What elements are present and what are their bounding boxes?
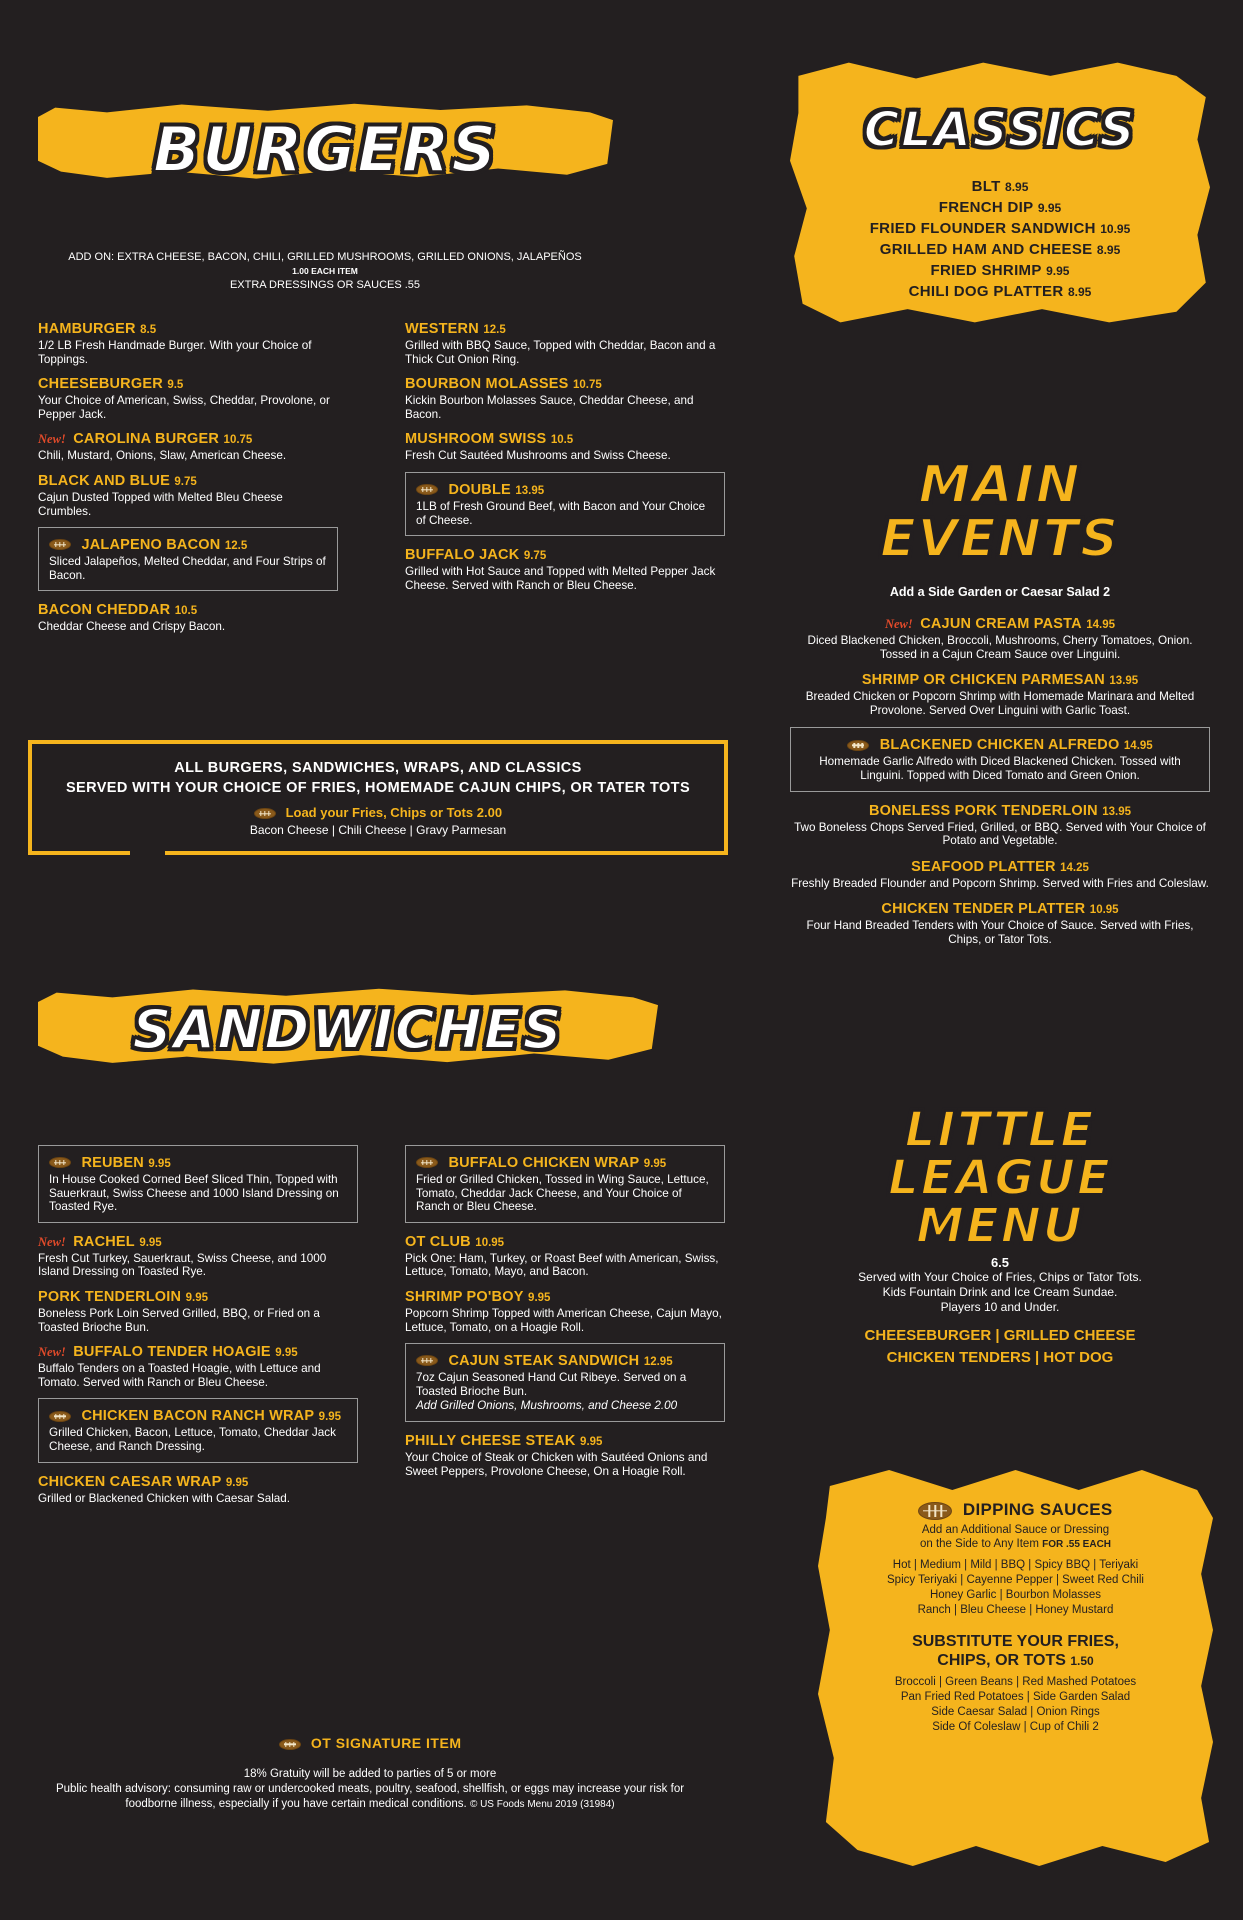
item-price: 10.95: [475, 1236, 505, 1249]
dipping-sub-1: Add an Additional Sauce or Dressing: [921, 1524, 1110, 1536]
item-name: REUBEN: [81, 1155, 144, 1171]
little-league-price: 6.5: [990, 1255, 1010, 1270]
new-label: New!: [38, 1234, 66, 1249]
item-name: CHEESEBURGER: [38, 376, 163, 393]
menu-item: [790, 802, 1210, 848]
load-fries-label: Load your Fries, Chips or Tots: [285, 805, 474, 820]
item-desc: Popcorn Shrimp Topped with American Cheese, Cajun Mayo, Lettuce, Tomato, on a Hoagie Roll.: [405, 1306, 722, 1334]
item-price: 10.5: [550, 434, 574, 447]
item-desc: Cajun Dusted Topped with Melted Bleu Cheese Crumbles.: [38, 490, 283, 518]
item-price: 14.95: [1123, 740, 1153, 753]
item-name: DOUBLE: [448, 481, 511, 498]
item-price: 14.25: [1060, 861, 1089, 874]
item-price: 10.95: [1100, 222, 1131, 236]
item-price: 9.95: [1037, 201, 1062, 215]
item-desc: Breaded Chicken or Popcorn Shrimp with Homemade Marinara and Melted Provolone. Served Over Linguini with Garlic Toast.: [805, 690, 1195, 717]
item-name: BOURBON MOLASSES: [405, 376, 569, 393]
served-with-box: [28, 740, 728, 855]
item-price: 9.95: [148, 1158, 171, 1170]
classics-item: [790, 199, 1210, 217]
item-name: BUFFALO TENDER HOAGIE: [73, 1344, 271, 1361]
item-desc: Grilled or Blackened Chicken with Caesar Salad.: [38, 1491, 291, 1505]
item-price: 8.95: [1005, 180, 1029, 194]
item-desc: Boneless Pork Loin Served Grilled, BBQ, or Fried on a Toasted Brioche Bun.: [38, 1306, 320, 1334]
football-icon: [416, 1355, 438, 1366]
menu-item: [405, 546, 725, 592]
item-price: 9.5: [167, 379, 184, 392]
classics-item: [790, 283, 1210, 301]
football-icon: [416, 1157, 438, 1168]
substitute-row: Side Of Coleslaw | Cup of Chili 2: [932, 1721, 1099, 1733]
dipping-title-row: [818, 1500, 1213, 1520]
item-desc: Homemade Garlic Alfredo with Diced Blackened Chicken. Tossed with Linguini. Topped with Diced Tomato and Green Onion.: [819, 755, 1181, 782]
item-desc: Grilled with Hot Sauce and Topped with Melted Pepper Jack Cheese. Served with Ranch or Bleu Cheese.: [405, 565, 716, 592]
item-price: 12.95: [643, 1356, 673, 1369]
signature-item-label: OT SIGNATURE ITEM: [310, 1735, 462, 1751]
item-desc: Buffalo Tenders on a Toasted Hoagie, with Lettuce and Tomato. Served with Ranch or Bleu Cheese.: [38, 1362, 321, 1389]
item-price: 10.75: [223, 434, 253, 447]
item-desc: Four Hand Breaded Tenders with Your Choice of Sauce. Served with Fries, Chips, or Tator Tots.: [806, 919, 1194, 946]
menu-item-signature: [790, 727, 1210, 791]
item-name: BLACK AND BLUE: [38, 472, 170, 489]
dipping-sauces-content: [818, 1500, 1213, 1735]
menu-item-signature: [38, 1145, 358, 1223]
item-price: 9.95: [139, 1236, 162, 1249]
menu-item-signature: [38, 527, 338, 591]
substitute-title-line2-row: [818, 1651, 1213, 1671]
little-league-desc-3: Players 10 and Under.: [940, 1300, 1060, 1314]
item-desc: Cheddar Cheese and Crispy Bacon.: [38, 620, 226, 634]
item-name: JALAPENO BACON: [81, 537, 221, 554]
dipping-title: DIPPING SAUCES: [962, 1500, 1113, 1519]
item-price: 10.5: [174, 605, 198, 618]
menu-item: [38, 1473, 358, 1506]
menu-item: [405, 375, 725, 421]
substitute-price: 1.50: [1070, 1654, 1094, 1668]
sandwiches-column-1: [38, 1145, 358, 1514]
substitute-title-line2: CHIPS, OR TOTS: [937, 1652, 1066, 1669]
item-price: 10.75: [572, 379, 602, 392]
item-name: CHICKEN TENDER PLATTER: [881, 901, 1086, 918]
item-price: 9.95: [225, 1476, 249, 1489]
menu-item: [790, 615, 1210, 661]
dipping-sauce-row: Ranch | Bleu Cheese | Honey Mustard: [917, 1604, 1114, 1616]
footer: [40, 1735, 700, 1812]
menu-item: [38, 430, 338, 463]
burgers-addon-note: [60, 250, 590, 292]
item-price: 13.95: [1102, 805, 1131, 818]
menu-item: [38, 601, 338, 634]
item-name: SHRIMP PO'BOY: [405, 1288, 524, 1305]
little-league-desc-2: Kids Fountain Drink and Ice Cream Sundae.: [882, 1285, 1118, 1299]
item-name: OT CLUB: [405, 1233, 471, 1250]
served-line-2: SERVED WITH YOUR CHOICE OF FRIES, HOMEMADE CAJUN CHIPS, OR TATER TOTS: [65, 780, 691, 796]
football-icon: [49, 1411, 71, 1422]
little-league-title-line2: LEAGUE: [888, 1150, 1112, 1206]
item-desc: Sliced Jalapeños, Melted Cheddar, and Four Strips of Bacon.: [49, 555, 326, 582]
item-price: 14.95: [1086, 619, 1116, 631]
little-league-title: [790, 1102, 1210, 1254]
item-name: PORK TENDERLOIN: [38, 1288, 182, 1305]
dipping-sauce-list: [818, 1558, 1213, 1618]
box-notch: [130, 851, 165, 859]
item-desc: Your Choice of Steak or Chicken with Sautéed Onions and Sweet Peppers, Provolone Cheese, On a Hoagie Roll.: [405, 1450, 708, 1478]
football-icon: [918, 1502, 952, 1520]
little-league-items-line2: CHICKEN TENDERS | HOT DOG: [886, 1349, 1114, 1366]
item-name: SHRIMP OR CHICKEN PARMESAN: [861, 672, 1105, 689]
item-desc: Grilled Chicken, Bacon, Lettuce, Tomato, Cheddar Jack Cheese, and Ranch Dressing.: [49, 1426, 336, 1453]
substitute-title: [818, 1632, 1213, 1671]
item-name: CAJUN STEAK SANDWICH: [448, 1353, 640, 1370]
load-fries-line: [32, 805, 724, 820]
item-name: PHILLY CHEESE STEAK: [405, 1432, 576, 1449]
item-price: 9.75: [174, 475, 197, 488]
item-desc: Two Boneless Chops Served Fried, Grilled, or BBQ. Served with Your Choice of Potato and Vegetable.: [794, 820, 1206, 848]
item-price: 8.5: [140, 324, 157, 336]
item-price: 13.95: [515, 484, 545, 497]
dipping-sub-2: on the Side to Any Item: [919, 1538, 1039, 1550]
item-name: FRIED SHRIMP: [930, 262, 1042, 279]
item-name: CHILI DOG PLATTER: [908, 283, 1064, 300]
item-name: FRENCH DIP: [938, 199, 1034, 216]
item-price: 12.5: [483, 324, 506, 336]
burgers-title: BURGERS: [153, 113, 498, 186]
menu-item-signature: [405, 1145, 725, 1223]
item-desc: Pick One: Ham, Turkey, or Roast Beef with American, Swiss, Lettuce, Tomato, Mayo, and Bacon.: [405, 1251, 719, 1279]
item-name: BUFFALO JACK: [405, 547, 520, 564]
menu-item: [405, 320, 725, 366]
item-name: GRILLED HAM AND CHEESE: [879, 241, 1093, 258]
item-name: MUSHROOM SWISS: [405, 431, 547, 448]
substitute-row: Broccoli | Green Beans | Red Mashed Potatoes: [894, 1676, 1137, 1688]
dipping-sauce-row: Spicy Teriyaki | Cayenne Pepper | Sweet Red Chili: [887, 1574, 1144, 1586]
menu-item: [38, 1343, 358, 1389]
burgers-addon-line1: ADD ON: EXTRA CHEESE, BACON, CHILI, GRILLED MUSHROOMS, GRILLED ONIONS, JALAPEÑOS: [68, 251, 582, 263]
football-icon: [279, 1739, 301, 1750]
item-desc: Diced Blackened Chicken, Broccoli, Mushrooms, Cherry Tomatoes, Onion. Tossed in a Cajun Cream Sauce over Linguini.: [807, 634, 1193, 661]
classics-item: [790, 220, 1210, 238]
item-desc: In House Cooked Corned Beef Sliced Thin, Topped with Sauerkraut, Swiss Cheese and 1000 Island Dressing on Toasted Rye.: [49, 1173, 339, 1214]
item-name: BLT: [971, 178, 1001, 195]
menu-item: [38, 1233, 358, 1279]
item-name: BLACKENED CHICKEN ALFREDO: [879, 737, 1120, 754]
gratuity-note: 18% Gratuity will be added to parties of 5 or more: [243, 1768, 497, 1780]
item-price: 9.95: [318, 1411, 342, 1424]
item-desc: 1LB of Fresh Ground Beef, with Bacon and Your Choice of Cheese.: [416, 499, 706, 527]
burgers-banner: [38, 95, 613, 190]
main-events-subtitle: Add a Side Garden or Caesar Salad 2: [889, 585, 1111, 599]
sandwiches-title: SANDWICHES: [132, 998, 564, 1061]
served-line-1: ALL BURGERS, SANDWICHES, WRAPS, AND CLASSICS: [174, 760, 582, 776]
menu-item: [38, 472, 338, 518]
little-league-title-line3: MENU: [916, 1198, 1084, 1254]
menu-item: [790, 858, 1210, 891]
sandwiches-banner: [38, 980, 658, 1075]
little-league-items: [790, 1325, 1210, 1369]
substitute-list: [818, 1675, 1213, 1735]
item-desc: 7oz Cajun Seasoned Hand Cut Ribeye. Served on a Toasted Brioche Bun.: [416, 1371, 687, 1398]
item-price: 13.95: [1109, 675, 1139, 688]
item-price: 9.95: [185, 1291, 209, 1304]
load-fries-price: 2.00: [476, 805, 503, 820]
item-desc: Fresh Cut Sautéed Mushrooms and Swiss Cheese.: [405, 449, 671, 463]
item-price: 9.95: [643, 1158, 667, 1170]
substitute-row: Side Caesar Salad | Onion Rings: [931, 1706, 1100, 1718]
menu-item: [790, 900, 1210, 946]
main-events-title: [790, 455, 1210, 569]
football-icon: [847, 740, 869, 751]
item-name: CAJUN CREAM PASTA: [920, 616, 1082, 632]
item-price: 8.95: [1096, 243, 1121, 257]
classics-list: [790, 178, 1210, 304]
item-price: 10.95: [1089, 904, 1119, 917]
item-name: SEAFOOD PLATTER: [911, 858, 1056, 875]
item-desc: Your Choice of American, Swiss, Cheddar, Provolone, or Pepper Jack.: [38, 394, 330, 421]
menu-item-signature: [405, 1343, 725, 1422]
item-name: CHICKEN BACON RANCH WRAP: [81, 1408, 315, 1425]
football-icon: [254, 808, 276, 819]
menu-item: [405, 1432, 725, 1478]
little-league-desc-1: Served with Your Choice of Fries, Chips or Tator Tots.: [858, 1270, 1142, 1284]
item-desc: Grilled with BBQ Sauce, Topped with Cheddar, Bacon and a Thick Cut Onion Ring.: [405, 339, 716, 366]
main-events-title-line1: MAIN: [918, 455, 1082, 515]
menu-item: [38, 320, 338, 366]
signature-item-legend: [40, 1735, 700, 1751]
copyright: © US Foods Menu 2019 (31984): [469, 1799, 615, 1810]
dipping-subtitle: [818, 1523, 1213, 1552]
item-desc-extra: Add Grilled Onions, Mushrooms, and Cheese 2.00: [416, 1399, 678, 1413]
item-name: FRIED FLOUNDER SANDWICH: [869, 220, 1096, 237]
new-label: New!: [884, 617, 913, 631]
classics-item: [790, 262, 1210, 280]
item-name: WESTERN: [405, 321, 479, 337]
item-desc: Fried or Grilled Chicken, Tossed in Wing Sauce, Lettuce, Tomato, Cheddar Jack Cheese, and Your Choice of Ranch or Bleu Cheese.: [416, 1173, 709, 1214]
football-icon: [49, 539, 71, 550]
substitute-row: Pan Fried Red Potatoes | Side Garden Salad: [900, 1691, 1131, 1703]
menu-item: [38, 375, 338, 421]
new-label: New!: [38, 432, 66, 447]
football-icon: [416, 484, 438, 495]
menu-item: [405, 1288, 725, 1334]
item-name: BACON CHEDDAR: [38, 602, 171, 619]
menu-item: [38, 1288, 358, 1334]
item-desc: Kickin Bourbon Molasses Sauce, Cheddar Cheese, and Bacon.: [405, 394, 694, 421]
menu-item: [790, 671, 1210, 717]
footer-legal: [40, 1767, 700, 1812]
dipping-sauce-row: Honey Garlic | Bourbon Molasses: [929, 1589, 1102, 1601]
health-advisory: Public health advisory: consuming raw or undercooked meats, poultry, seafood, shellfish, or eggs may increase your risk for foodborne illness, especially if you have certain medical conditions.: [55, 1783, 685, 1810]
football-icon: [49, 1157, 71, 1168]
burgers-addon-line2: EXTRA DRESSINGS OR SAUCES .55: [229, 279, 421, 291]
burgers-column-2: [405, 320, 725, 601]
item-name: CHICKEN CAESAR WRAP: [38, 1473, 222, 1490]
little-league-items-line1: CHEESEBURGER | GRILLED CHEESE: [864, 1327, 1136, 1344]
dipping-sub-price: FOR .55 EACH: [1042, 1539, 1112, 1550]
item-name: BUFFALO CHICKEN WRAP: [448, 1155, 640, 1171]
new-label: New!: [38, 1345, 66, 1360]
item-price: 9.75: [523, 550, 547, 563]
item-name: RACHEL: [73, 1233, 135, 1250]
substitute-title-line1: SUBSTITUTE YOUR FRIES,: [912, 1633, 1119, 1650]
little-league-title-line1: LITTLE: [904, 1102, 1096, 1158]
menu-item-signature: [405, 472, 725, 536]
little-league-description: [790, 1255, 1210, 1315]
menu-item: [405, 430, 725, 463]
item-price: 9.95: [528, 1291, 551, 1304]
burgers-column-1: [38, 320, 338, 643]
item-desc: Freshly Breaded Flounder and Popcorn Shrimp. Served with Fries and Coleslaw.: [791, 876, 1209, 890]
sandwiches-column-2: [405, 1145, 725, 1487]
classics-item: [790, 241, 1210, 259]
load-fries-options: Bacon Cheese | Chili Cheese | Gravy Parmesan: [249, 823, 507, 837]
main-events-title-line2: EVENTS: [880, 509, 1120, 569]
classics-title: CLASSICS: [863, 102, 1137, 158]
dipping-sauce-row: Hot | Medium | Mild | BBQ | Spicy BBQ | Teriyaki: [892, 1559, 1139, 1571]
menu-item-signature: [38, 1398, 358, 1462]
item-price: 8.95: [1067, 285, 1092, 299]
item-desc: Fresh Cut Turkey, Sauerkraut, Swiss Cheese, and 1000 Island Dressing on Toasted Rye.: [38, 1251, 327, 1279]
item-price: 9.95: [580, 1435, 603, 1448]
item-name: BONELESS PORK TENDERLOIN: [869, 802, 1098, 819]
item-desc: 1/2 LB Fresh Handmade Burger. With your Choice of Toppings.: [38, 339, 312, 366]
item-name: CAROLINA BURGER: [73, 431, 220, 448]
burgers-addon-price: 1.00 EACH ITEM: [292, 266, 358, 276]
main-events-list: [790, 615, 1210, 957]
item-desc: Chili, Mustard, Onions, Slaw, American Cheese.: [38, 449, 287, 463]
menu-item: [405, 1233, 725, 1279]
classics-item: [790, 178, 1210, 196]
item-name: HAMBURGER: [38, 321, 136, 337]
item-price: 9.95: [1046, 264, 1070, 278]
item-price: 9.95: [275, 1347, 298, 1360]
item-price: 12.5: [224, 540, 248, 553]
